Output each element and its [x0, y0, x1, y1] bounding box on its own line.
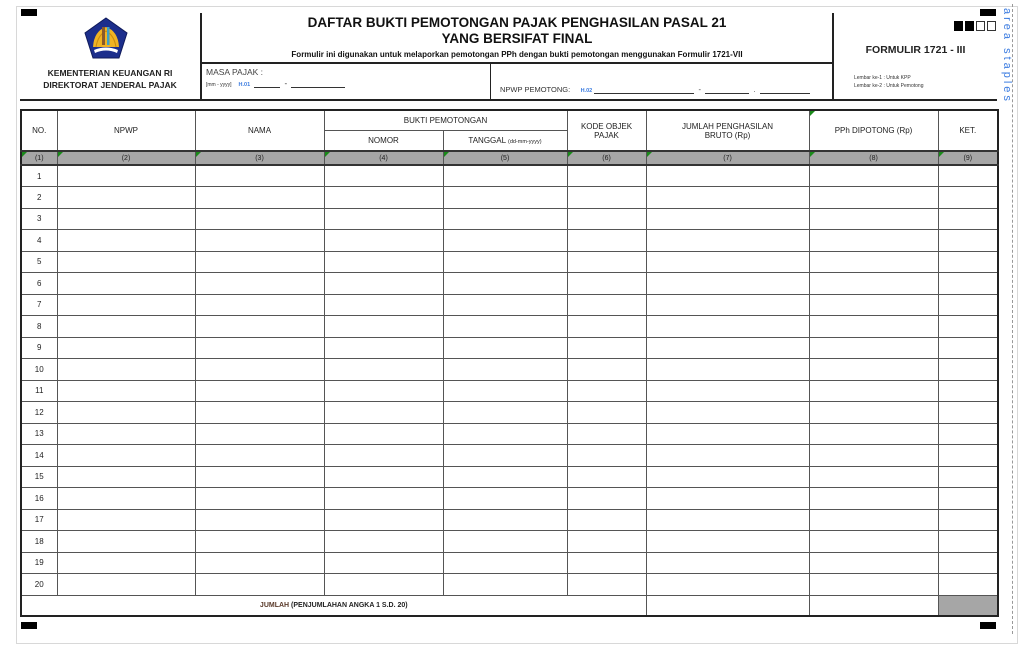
- org-name: [20, 67, 200, 91]
- cell-tanggal[interactable]: [443, 445, 567, 467]
- total-ket-cell: [938, 595, 998, 616]
- cell-no: 14: [21, 445, 57, 467]
- column-number-label: (2): [121, 154, 131, 162]
- cell-nomor[interactable]: [324, 488, 443, 510]
- column-number-label: (1): [34, 154, 44, 162]
- comment-marker-icon: [810, 152, 815, 157]
- header-title-block: [202, 13, 832, 99]
- cell-ket[interactable]: [938, 402, 998, 424]
- cell-no: 12: [21, 402, 57, 424]
- cell-jumlah-penghasilan-bruto[interactable]: [646, 509, 809, 531]
- cell-nama[interactable]: [195, 445, 324, 467]
- cell-pph-dipotong[interactable]: [809, 251, 938, 273]
- cell-pph-dipotong[interactable]: [809, 165, 938, 187]
- column-number-label: (5): [500, 154, 510, 162]
- cell-kode-objek-pajak[interactable]: [567, 574, 646, 596]
- cell-nomor[interactable]: [324, 273, 443, 295]
- cell-jumlah-penghasilan-bruto[interactable]: [646, 466, 809, 488]
- column-number: [195, 151, 324, 165]
- cell-nama[interactable]: [195, 208, 324, 230]
- header-kode-objek-pajak: [567, 110, 646, 151]
- cell-jumlah-penghasilan-bruto[interactable]: [646, 294, 809, 316]
- column-number-label: (6): [602, 154, 611, 162]
- cell-nama[interactable]: [195, 509, 324, 531]
- cell-ket[interactable]: [938, 251, 998, 273]
- header-kode-line-2: PAJAK: [594, 130, 619, 140]
- cell-pph-dipotong[interactable]: [809, 208, 938, 230]
- total-label-bold: JUMLAH: [259, 601, 290, 609]
- cell-pph-dipotong[interactable]: [809, 359, 938, 381]
- cell-pph-dipotong[interactable]: [809, 273, 938, 295]
- cell-nama[interactable]: [195, 316, 324, 338]
- cell-jumlah-penghasilan-bruto[interactable]: [646, 165, 809, 187]
- cell-nama[interactable]: [195, 402, 324, 424]
- cell-jumlah-penghasilan-bruto[interactable]: [646, 402, 809, 424]
- cell-jumlah-penghasilan-bruto[interactable]: [646, 380, 809, 402]
- registration-mark-bottom-left: [21, 622, 37, 629]
- cell-npwp[interactable]: [57, 531, 195, 553]
- cell-pph-dipotong[interactable]: [809, 380, 938, 402]
- cell-jumlah-penghasilan-bruto[interactable]: [646, 359, 809, 381]
- cell-kode-objek-pajak[interactable]: [567, 488, 646, 510]
- cell-npwp[interactable]: [57, 402, 195, 424]
- cell-ket[interactable]: [938, 187, 998, 209]
- table-row: [21, 574, 998, 596]
- cell-no: 13: [21, 423, 57, 445]
- cell-nomor[interactable]: [324, 380, 443, 402]
- cell-nomor[interactable]: [324, 466, 443, 488]
- header-form-code-block: [834, 13, 997, 99]
- cell-nama[interactable]: [195, 187, 324, 209]
- cell-npwp[interactable]: [57, 445, 195, 467]
- cell-tanggal[interactable]: [443, 273, 567, 295]
- cell-nomor[interactable]: [324, 552, 443, 574]
- cell-ket[interactable]: [938, 273, 998, 295]
- cell-kode-objek-pajak[interactable]: [567, 509, 646, 531]
- cell-nomor[interactable]: [324, 531, 443, 553]
- cell-npwp[interactable]: [57, 251, 195, 273]
- total-pph-dipotong-cell[interactable]: [809, 595, 938, 616]
- cell-kode-objek-pajak[interactable]: [567, 187, 646, 209]
- cell-pph-dipotong[interactable]: [809, 445, 938, 467]
- cell-nama[interactable]: [195, 488, 324, 510]
- npwp-separator-2: .: [753, 85, 756, 94]
- cell-no: 20: [21, 574, 57, 596]
- header-pph-label: PPh DIPOTONG (Rp): [834, 126, 913, 135]
- cell-jumlah-penghasilan-bruto[interactable]: [646, 488, 809, 510]
- form-title-line-1: DAFTAR BUKTI PEMOTONGAN PAJAK PENGHASILAN PASAL 21: [307, 15, 727, 30]
- table-header-row-1: [21, 110, 998, 130]
- npwp-pemotong-row: [500, 85, 810, 94]
- cell-ket[interactable]: [938, 488, 998, 510]
- comment-marker-icon: [939, 152, 944, 157]
- masa-pajak-year-input[interactable]: [291, 80, 345, 88]
- cell-pph-dipotong[interactable]: [809, 187, 938, 209]
- cell-ket[interactable]: [938, 423, 998, 445]
- cell-jumlah-penghasilan-bruto[interactable]: [646, 574, 809, 596]
- cell-no: 6: [21, 273, 57, 295]
- header-npwp: NPWP: [57, 110, 195, 151]
- cell-no: 1: [21, 165, 57, 187]
- cell-ket[interactable]: [938, 466, 998, 488]
- cell-pph-dipotong[interactable]: [809, 337, 938, 359]
- cell-kode-objek-pajak[interactable]: [567, 466, 646, 488]
- table-row: [21, 165, 998, 187]
- staples-label: area staples: [1001, 8, 1013, 104]
- header-jumlah-line-1: JUMLAH PENGHASILAN: [681, 121, 774, 131]
- cell-no: 8: [21, 316, 57, 338]
- masa-pajak-code: H.01: [238, 82, 251, 88]
- page-indicator-square-4: [987, 21, 996, 31]
- header-pph-dipotong: [809, 110, 938, 151]
- cell-nomor[interactable]: [324, 574, 443, 596]
- cell-ket[interactable]: [938, 165, 998, 187]
- masa-pajak-field[interactable]: [206, 67, 486, 97]
- cell-nama[interactable]: [195, 251, 324, 273]
- cell-pph-dipotong[interactable]: [809, 402, 938, 424]
- cell-ket[interactable]: [938, 509, 998, 531]
- cell-tanggal[interactable]: [443, 402, 567, 424]
- cell-no: 5: [21, 251, 57, 273]
- bukti-pemotongan-table: [20, 109, 999, 617]
- cell-npwp[interactable]: [57, 423, 195, 445]
- cell-npwp[interactable]: [57, 208, 195, 230]
- cell-nomor[interactable]: [324, 251, 443, 273]
- npwp-pemotong-label: NPWP PEMOTONG:: [500, 85, 571, 94]
- cell-nama[interactable]: [195, 552, 324, 574]
- cell-jumlah-penghasilan-bruto[interactable]: [646, 208, 809, 230]
- form-subtitle: Formulir ini digunakan untuk melaporkan pemotongan PPh dengan bukti pemotongan menggunakan Formulir 1721-VII: [291, 50, 743, 59]
- comment-marker-icon: [22, 152, 27, 157]
- cell-no: 11: [21, 380, 57, 402]
- cell-tanggal[interactable]: [443, 208, 567, 230]
- cell-pph-dipotong[interactable]: [809, 294, 938, 316]
- cell-nomor[interactable]: [324, 445, 443, 467]
- cell-nama[interactable]: [195, 337, 324, 359]
- comment-marker-icon: [325, 152, 330, 157]
- cell-nomor[interactable]: [324, 208, 443, 230]
- cell-npwp[interactable]: [57, 165, 195, 187]
- cell-nama[interactable]: [195, 230, 324, 252]
- cell-tanggal[interactable]: [443, 165, 567, 187]
- cell-tanggal[interactable]: [443, 294, 567, 316]
- cell-no: 4: [21, 230, 57, 252]
- cell-no: 19: [21, 552, 57, 574]
- column-number: [21, 151, 57, 165]
- header-no: NO.: [21, 110, 57, 151]
- cell-pph-dipotong[interactable]: [809, 423, 938, 445]
- cell-kode-objek-pajak[interactable]: [567, 251, 646, 273]
- cell-tanggal[interactable]: [443, 380, 567, 402]
- cell-pph-dipotong[interactable]: [809, 316, 938, 338]
- cell-no: 17: [21, 509, 57, 531]
- column-number: [57, 151, 195, 165]
- column-number: [938, 151, 998, 165]
- cell-pph-dipotong[interactable]: [809, 552, 938, 574]
- cell-npwp[interactable]: [57, 488, 195, 510]
- table-row: [21, 380, 998, 402]
- cell-npwp[interactable]: [57, 466, 195, 488]
- cell-kode-objek-pajak[interactable]: [567, 380, 646, 402]
- cell-nomor[interactable]: [324, 230, 443, 252]
- header-nama: NAMA: [195, 110, 324, 151]
- header-tanggal-format: (dd-mm-yyyy): [507, 138, 542, 145]
- cell-npwp[interactable]: [57, 230, 195, 252]
- cell-nomor[interactable]: [324, 509, 443, 531]
- column-number-label: (8): [869, 154, 878, 162]
- column-number: [324, 151, 443, 165]
- masa-pajak-separator: -: [284, 79, 288, 88]
- cell-tanggal[interactable]: [443, 574, 567, 596]
- cell-ket[interactable]: [938, 337, 998, 359]
- header-tanggal-label: TANGGAL: [468, 135, 506, 145]
- page-indicator-square-2: [965, 21, 974, 31]
- comment-marker-icon: [444, 152, 449, 157]
- cell-kode-objek-pajak[interactable]: [567, 359, 646, 381]
- staples-area: [1001, 4, 1013, 634]
- cell-jumlah-penghasilan-bruto[interactable]: [646, 273, 809, 295]
- table-row: [21, 423, 998, 445]
- cell-tanggal[interactable]: [443, 488, 567, 510]
- cell-pph-dipotong[interactable]: [809, 230, 938, 252]
- form-code: FORMULIR 1721 - III: [865, 44, 966, 56]
- cell-nama[interactable]: [195, 380, 324, 402]
- masa-pajak-label: MASA PAJAK :: [206, 67, 264, 77]
- cell-jumlah-penghasilan-bruto[interactable]: [646, 337, 809, 359]
- cell-jumlah-penghasilan-bruto[interactable]: [646, 423, 809, 445]
- npwp-separator-1: -: [698, 85, 701, 94]
- cell-no: 7: [21, 294, 57, 316]
- header-jumlah-line-2: BRUTO (Rp): [704, 130, 751, 140]
- table-row: [21, 337, 998, 359]
- cell-npwp[interactable]: [57, 187, 195, 209]
- cell-kode-objek-pajak[interactable]: [567, 531, 646, 553]
- cell-npwp[interactable]: [57, 337, 195, 359]
- table-row: [21, 445, 998, 467]
- cell-npwp[interactable]: [57, 359, 195, 381]
- column-number: [646, 151, 809, 165]
- cell-nama[interactable]: [195, 273, 324, 295]
- cell-kode-objek-pajak[interactable]: [567, 552, 646, 574]
- cell-npwp[interactable]: [57, 509, 195, 531]
- table-row: [21, 466, 998, 488]
- cell-nomor[interactable]: [324, 423, 443, 445]
- page-indicator-square-3: [976, 21, 985, 31]
- cell-nomor[interactable]: [324, 294, 443, 316]
- cell-kode-objek-pajak[interactable]: [567, 273, 646, 295]
- cell-npwp[interactable]: [57, 273, 195, 295]
- cell-ket[interactable]: [938, 359, 998, 381]
- cell-tanggal[interactable]: [443, 251, 567, 273]
- comment-marker-icon: [58, 152, 63, 157]
- cell-nama[interactable]: [195, 574, 324, 596]
- cell-tanggal[interactable]: [443, 552, 567, 574]
- cell-ket[interactable]: [938, 230, 998, 252]
- table-row: [21, 273, 998, 295]
- cell-ket[interactable]: [938, 294, 998, 316]
- table-row: [21, 402, 998, 424]
- cell-jumlah-penghasilan-bruto[interactable]: [646, 316, 809, 338]
- cell-tanggal[interactable]: [443, 531, 567, 553]
- cell-jumlah-penghasilan-bruto[interactable]: [646, 230, 809, 252]
- cell-ket[interactable]: [938, 208, 998, 230]
- org-line-2: DIREKTORAT JENDERAL PAJAK: [43, 80, 177, 90]
- header-jumlah-penghasilan-bruto: [646, 110, 809, 151]
- comment-marker-icon: [568, 152, 573, 157]
- cell-tanggal[interactable]: [443, 316, 567, 338]
- cell-tanggal[interactable]: [443, 230, 567, 252]
- cell-tanggal[interactable]: [443, 359, 567, 381]
- column-number-row: [21, 151, 998, 165]
- cell-kode-objek-pajak[interactable]: [567, 423, 646, 445]
- table-row: [21, 359, 998, 381]
- cell-tanggal[interactable]: [443, 466, 567, 488]
- cell-ket[interactable]: [938, 574, 998, 596]
- cell-nomor[interactable]: [324, 187, 443, 209]
- table-row: [21, 488, 998, 510]
- column-number: [567, 151, 646, 165]
- comment-marker-icon: [810, 111, 815, 116]
- npwp-input-part-1[interactable]: [594, 86, 694, 94]
- comment-marker-icon: [647, 152, 652, 157]
- cell-pph-dipotong[interactable]: [809, 574, 938, 596]
- cell-pph-dipotong[interactable]: [809, 531, 938, 553]
- cell-kode-objek-pajak[interactable]: [567, 165, 646, 187]
- cell-no: 15: [21, 466, 57, 488]
- cell-npwp[interactable]: [57, 316, 195, 338]
- cell-tanggal[interactable]: [443, 187, 567, 209]
- header-ket: KET.: [938, 110, 998, 151]
- cell-jumlah-penghasilan-bruto[interactable]: [646, 187, 809, 209]
- cell-ket[interactable]: [938, 380, 998, 402]
- table-row: [21, 251, 998, 273]
- cell-tanggal[interactable]: [443, 509, 567, 531]
- column-number: [443, 151, 567, 165]
- cell-no: 9: [21, 337, 57, 359]
- total-label-rest: (PENJUMLAHAN ANGKA 1 S.D. 20): [289, 601, 408, 609]
- cell-kode-objek-pajak[interactable]: [567, 316, 646, 338]
- npwp-input-part-3[interactable]: [760, 86, 810, 94]
- cell-jumlah-penghasilan-bruto[interactable]: [646, 552, 809, 574]
- table-row: [21, 509, 998, 531]
- kemenkeu-logo-icon: [84, 17, 128, 59]
- cell-nama[interactable]: [195, 294, 324, 316]
- cell-no: 10: [21, 359, 57, 381]
- masa-pajak-format: [mm - yyyy]: [206, 82, 232, 88]
- cell-nomor[interactable]: [324, 359, 443, 381]
- cell-nomor[interactable]: [324, 337, 443, 359]
- cell-jumlah-penghasilan-bruto[interactable]: [646, 531, 809, 553]
- npwp-pemotong-code: H.02: [580, 88, 593, 94]
- table-row: [21, 230, 998, 252]
- cell-kode-objek-pajak[interactable]: [567, 294, 646, 316]
- cell-nama[interactable]: [195, 423, 324, 445]
- cell-nama[interactable]: [195, 165, 324, 187]
- cell-ket[interactable]: [938, 552, 998, 574]
- masa-pajak-inputs: [206, 79, 345, 88]
- cell-kode-objek-pajak[interactable]: [567, 230, 646, 252]
- form-title-line-2: YANG BERSIFAT FINAL: [441, 31, 593, 46]
- registration-mark-bottom-right: [980, 622, 996, 629]
- header-bukti-pemotongan: BUKTI PEMOTONGAN: [324, 110, 567, 130]
- cell-no: 18: [21, 531, 57, 553]
- cell-tanggal[interactable]: [443, 423, 567, 445]
- masa-pajak-month-input[interactable]: [254, 80, 280, 88]
- cell-jumlah-penghasilan-bruto[interactable]: [646, 445, 809, 467]
- cell-npwp[interactable]: [57, 294, 195, 316]
- cell-nama[interactable]: [195, 466, 324, 488]
- cell-npwp[interactable]: [57, 574, 195, 596]
- cell-tanggal[interactable]: [443, 337, 567, 359]
- cell-pph-dipotong[interactable]: [809, 509, 938, 531]
- npwp-input-part-2[interactable]: [705, 86, 749, 94]
- total-row: [21, 595, 998, 616]
- header-org-block: [20, 13, 200, 99]
- column-number-label: (9): [963, 154, 973, 162]
- cell-kode-objek-pajak[interactable]: [567, 337, 646, 359]
- cell-kode-objek-pajak[interactable]: [567, 208, 646, 230]
- cell-nama[interactable]: [195, 359, 324, 381]
- cell-nama[interactable]: [195, 531, 324, 553]
- comment-marker-icon: [196, 152, 201, 157]
- table-body: [21, 165, 998, 595]
- cell-ket[interactable]: [938, 445, 998, 467]
- table-row: [21, 187, 998, 209]
- table-row: [21, 552, 998, 574]
- column-number-label: (7): [723, 154, 732, 162]
- table-row: [21, 208, 998, 230]
- column-number-label: (3): [255, 154, 264, 162]
- table-row: [21, 531, 998, 553]
- cell-ket[interactable]: [938, 316, 998, 338]
- page-indicator-square-1: [954, 21, 963, 31]
- header-tanggal: [443, 130, 567, 151]
- table-row: [21, 316, 998, 338]
- cell-npwp[interactable]: [57, 380, 195, 402]
- table-row: [21, 294, 998, 316]
- cell-pph-dipotong[interactable]: [809, 466, 938, 488]
- lembar-1-note: Lembar ke-1 : Untuk KPP: [854, 75, 911, 81]
- org-line-1: KEMENTERIAN KEUANGAN RI: [47, 68, 173, 78]
- cell-nomor[interactable]: [324, 316, 443, 338]
- header-kode-line-1: KODE OBJEK: [580, 121, 633, 131]
- cell-no: 3: [21, 208, 57, 230]
- form-header: [20, 13, 997, 101]
- total-label: [21, 595, 646, 616]
- cell-pph-dipotong[interactable]: [809, 488, 938, 510]
- total-jumlah-penghasilan-cell[interactable]: [646, 595, 809, 616]
- cell-nomor[interactable]: [324, 402, 443, 424]
- column-number: [809, 151, 938, 165]
- cell-kode-objek-pajak[interactable]: [567, 445, 646, 467]
- npwp-pemotong-field[interactable]: [490, 64, 832, 99]
- cell-nomor[interactable]: [324, 165, 443, 187]
- header-nomor: NOMOR: [324, 130, 443, 151]
- cell-ket[interactable]: [938, 531, 998, 553]
- column-number-label: (4): [379, 154, 388, 162]
- lembar-2-note: Lembar ke-2 : Untuk Pemotong: [854, 83, 924, 89]
- cell-kode-objek-pajak[interactable]: [567, 402, 646, 424]
- cell-npwp[interactable]: [57, 552, 195, 574]
- cell-no: 2: [21, 187, 57, 209]
- cell-jumlah-penghasilan-bruto[interactable]: [646, 251, 809, 273]
- cell-no: 16: [21, 488, 57, 510]
